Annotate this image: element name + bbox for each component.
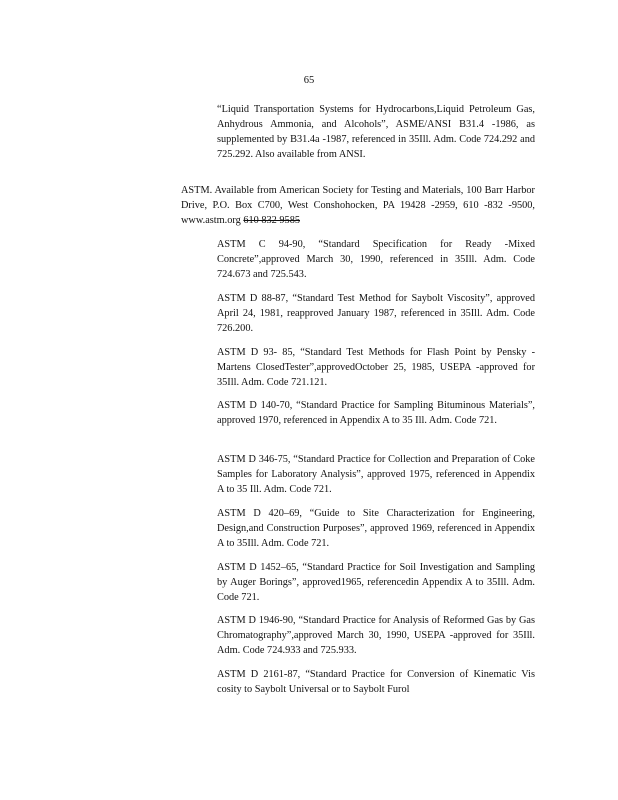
reference-astm-d420: ASTM D 420–69, “Guide to Site Characterization for Engineering, Design,and Construction Purposes”, approved 1969, referenced in Appendix A to 35Ill. Adm. Code 721. <box>217 508 535 549</box>
struck-phone-number: 610 832 9585 <box>243 215 300 226</box>
reference-astm-c94: ASTM C 94-90, “Standard Specification for Ready -Mixed Concrete”,approved March 30, 1990, referenced in 35Ill. Adm. Code 724.673 and 725.543. <box>217 239 535 280</box>
reference-astm-d346: ASTM D 346-75, “Standard Practice for Collection and Preparation of Coke Samples for Laboratory Analysis”, approved 1975, referenced in Appendix A to 35 Ill. Adm. Code 721. <box>217 454 535 495</box>
reference-liquid-transportation: “Liquid Transportation Systems for Hydrocarbons,Liquid Petroleum Gas, Anhydrous Ammonia, and Alcohols”, ASME/ANSI B31.4 -1986, as supplemented by B31.4a -1987, referenced in 35Ill. Adm. Code 724.292 and 725.292. Also available from ANSI. <box>217 104 535 160</box>
reference-astm-d2161: ASTM D 2161-87, “Standard Practice for Conversion of Kinematic Vis cosity to Saybolt Universal or to Saybolt Furol <box>217 669 535 695</box>
reference-astm-d88: ASTM D 88-87, “Standard Test Method for Saybolt Viscosity”, approved April 24, 1981, reapproved January 1987, referenced in 35Ill. Adm. Code 726.200. <box>217 293 535 334</box>
reference-astm-d93: ASTM D 93- 85, “Standard Test Methods for Flash Point by Pensky -Martens ClosedTester”,approvedOctober 25, 1985, USEPA -approved for 35Ill. Adm. Code 721.121. <box>217 347 535 388</box>
reference-astm-d1946: ASTM D 1946-90, “Standard Practice for Analysis of Reformed Gas by Gas Chromatography”,approved March 30, 1990, USEPA -approved for 35Ill. Adm. Code 724.933 and 725.933. <box>217 615 535 656</box>
page-number: 65 <box>303 75 315 86</box>
reference-astm-source <box>181 183 535 228</box>
reference-astm-d1452: ASTM D 1452–65, “Standard Practice for Soil Investigation and Sampling by Auger Borings”, approved1965, referencedin Appendix A to 35Ill. Adm. Code 721. <box>217 562 535 603</box>
reference-astm-d140: ASTM D 140-70, “Standard Practice for Sampling Bituminous Materials”, approved 1970, referenced in Appendix A to 35 Ill. Adm. Code 721. <box>217 400 535 426</box>
astm-source-text: ASTM. Available from American Society for Testing and Materials, 100 Barr Harbor Drive, P.O. Box C700, West Conshohocken, PA 19428 -2959, 610 -832 -9500, www.astm.org <box>181 185 535 226</box>
